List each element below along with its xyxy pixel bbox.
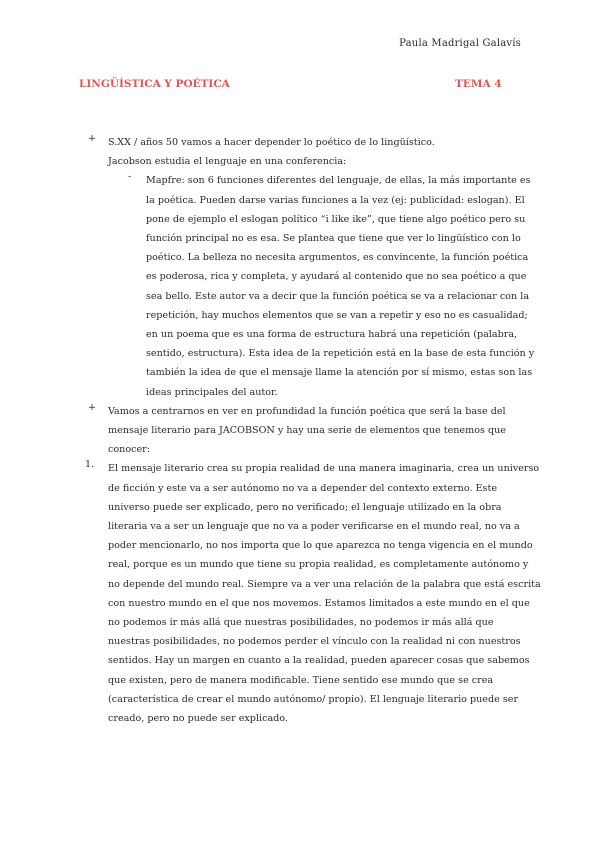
- text-line: sentido, estructura). Esta idea de la repetición está en la base de esta función y: [146, 348, 535, 360]
- dash-marker: -: [128, 171, 132, 183]
- text-line: pone de ejemplo el eslogan político “i like ike”, que tiene algo poético pero su: [146, 213, 526, 225]
- sub-bullet-item: [0, 171, 600, 401]
- text-line: con nuestro mundo en el que nos movemos. Estamos limitados a este mundo en el que: [108, 597, 530, 609]
- text-line: en un poema que es una forma de estructura habrá una repetición (palabra,: [146, 329, 518, 341]
- topic-title: LINGÜÍSTICA Y POÉTICA: [79, 78, 230, 90]
- text-line: (característica de crear el mundo autónomo/ propio). El lenguaje literario puede ser: [108, 693, 519, 705]
- document-body: [0, 133, 600, 728]
- text-line: creado, pero no puede ser explicado.: [108, 713, 288, 725]
- text-line: función principal no es esa. Se plantea que tiene que ver lo lingüístico con lo: [146, 233, 521, 245]
- text-line: que existen, pero de manera modificable. Tiene sentido ese mundo que se crea: [108, 674, 494, 686]
- text-line: Vamos a centrarnos en ver en profundidad la función poética que será la base del: [108, 405, 506, 417]
- bullet-marker: +: [88, 133, 97, 144]
- text-line: El mensaje literario crea su propia realidad de una manera imaginaria, crea un universo: [108, 463, 540, 475]
- number-marker: 1.: [85, 459, 95, 471]
- text-line: Mapfre: son 6 funciones diferentes del lenguaje, de ellas, la más importante es: [146, 175, 531, 187]
- tema-label: TEMA 4: [455, 78, 502, 90]
- author-name: Paula Madrigal Galavís: [399, 38, 521, 49]
- text-line: sentidos. Hay un margen en cuanto a la realidad, pueden aparecer cosas que sabemos: [108, 655, 530, 667]
- text-line: repetición, hay muchos elementos que se van a repetir y eso no es casualidad;: [146, 309, 528, 321]
- text-line: conocer:: [108, 444, 150, 456]
- text-line: S.XX / años 50 vamos a hacer depender lo poético de lo lingüístico.: [108, 137, 435, 148]
- bullet-item-2: [0, 402, 600, 460]
- text-line: poético. La belleza no necesita argumentos, es convincente, la función poética: [146, 252, 529, 264]
- bullet-item-1: [0, 133, 600, 171]
- text-line: mensaje literario para JACOBSON y hay una serie de elementos que tenemos que: [108, 425, 506, 437]
- text-line: también la idea de que el mensaje llame la atención por sí mismo, estas son las: [146, 367, 533, 379]
- text-line: ideas principales del autor.: [146, 386, 278, 398]
- text-line: Jacobson estudia el lenguaje en una conferencia:: [108, 156, 347, 168]
- text-line: universo puede ser explicado, pero no verificado; el lenguaje utilizado en la obra: [108, 501, 502, 513]
- numbered-item-1: [0, 459, 600, 728]
- text-line: nuestras posibilidades, no podemos perder el vínculo con la realidad ni con nuestros: [108, 636, 521, 648]
- bullet-marker: +: [88, 401, 97, 413]
- text-line: real, porque es un mundo que tiene su propia realidad, es completamente autónomo y: [108, 559, 529, 571]
- text-line: no podemos ir más allá que nuestras posibilidades, no podemos ir más allá que: [108, 617, 494, 629]
- text-line: de ficción y este va a ser autónomo no va a depender del contexto externo. Este: [108, 482, 498, 494]
- text-line: no depende del mundo real. Siempre va a ver una relación de la palabra que está escrita: [108, 578, 541, 590]
- text-line: es poderosa, rica y completa, y ayudará al contenido que no sea poético a que: [146, 271, 527, 283]
- text-line: poder mencionarlo, no nos importa que lo que aparezca no tenga vigencia en el mundo: [108, 540, 533, 552]
- text-line: literaria va a ser un lenguaje que no va a poder verificarse en el mundo real, no va a: [108, 521, 520, 533]
- text-line: la poética. Pueden darse varias funciones a la vez (ej: publicidad: eslogan). El: [146, 194, 525, 206]
- text-line: sea bello. Este autor va a decir que la función poética se va a relacionar con la: [146, 290, 530, 302]
